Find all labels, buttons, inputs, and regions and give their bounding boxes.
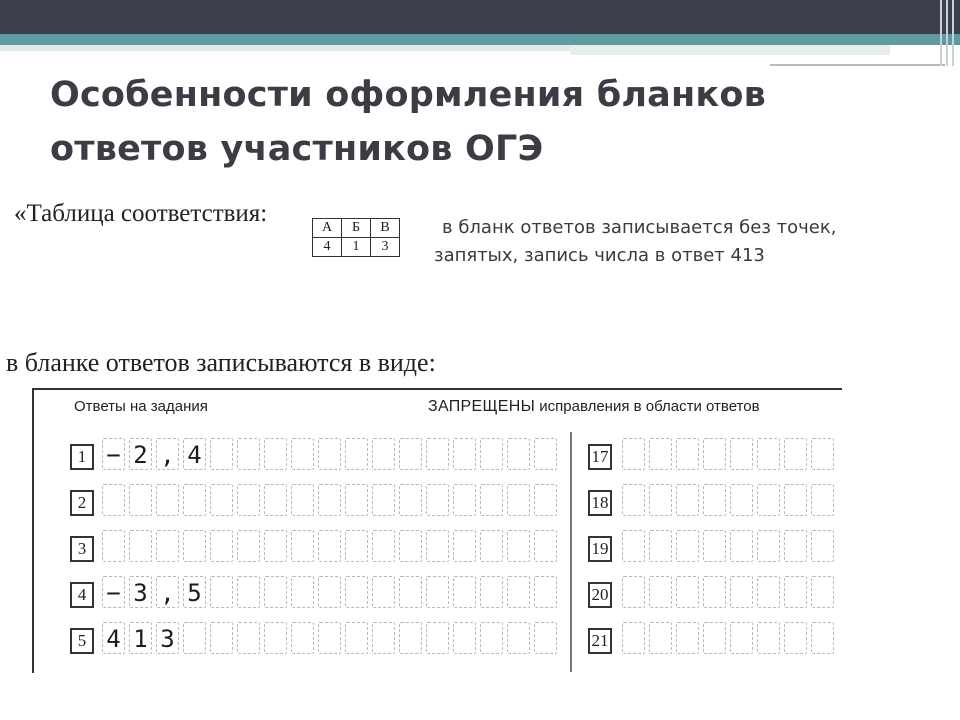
answer-cell[interactable]: [757, 622, 780, 654]
answer-note-line-2: запятых, запись числа в ответ 413: [434, 245, 765, 266]
answer-char: 3: [133, 579, 148, 607]
task-number: 17: [588, 444, 612, 470]
answer-cell[interactable]: [210, 530, 233, 562]
answer-cell[interactable]: [534, 576, 557, 608]
answer-cell[interactable]: [453, 576, 476, 608]
answer-cell[interactable]: [480, 622, 503, 654]
answer-cell[interactable]: [210, 484, 233, 516]
answer-cell[interactable]: [291, 438, 314, 470]
answer-cell[interactable]: [129, 622, 152, 654]
answer-cell[interactable]: [480, 576, 503, 608]
answer-cell[interactable]: [507, 622, 530, 654]
answer-cell[interactable]: [622, 484, 645, 516]
answer-cell[interactable]: [676, 438, 699, 470]
answer-cell[interactable]: [237, 530, 260, 562]
answer-cell[interactable]: [730, 576, 753, 608]
form-caption: в бланке ответов записываются в виде:: [6, 348, 436, 377]
answer-cell[interactable]: [129, 576, 152, 608]
answer-note: [434, 214, 934, 270]
answer-cell[interactable]: [345, 484, 368, 516]
answer-cell[interactable]: [399, 530, 422, 562]
table-value-b: 1: [342, 238, 371, 257]
correspondence-table: [312, 218, 400, 257]
answer-cell[interactable]: [811, 622, 834, 654]
right-decor-line: [770, 64, 945, 66]
answer-cell[interactable]: [649, 622, 672, 654]
answer-cell[interactable]: [426, 576, 449, 608]
answer-cell[interactable]: [784, 484, 807, 516]
task-number: 1: [70, 444, 94, 470]
answer-cell[interactable]: [210, 438, 233, 470]
correspondence-label: «Таблица соответствия:: [14, 200, 268, 227]
answer-cell[interactable]: [649, 530, 672, 562]
answer-cell[interactable]: [399, 484, 422, 516]
answer-char: −: [106, 441, 121, 469]
answer-cell[interactable]: [426, 484, 449, 516]
answer-cell[interactable]: [730, 622, 753, 654]
answer-cell[interactable]: [345, 622, 368, 654]
sheet-header-left: Ответы на задания: [74, 398, 208, 415]
answer-cell[interactable]: [453, 622, 476, 654]
answer-cell[interactable]: [183, 576, 206, 608]
answer-cell[interactable]: [784, 576, 807, 608]
answer-cell[interactable]: [318, 484, 341, 516]
answer-cell[interactable]: [156, 438, 179, 470]
task-number: 21: [588, 628, 612, 654]
top-decor-band: [0, 0, 960, 34]
answer-char: 4: [106, 625, 121, 653]
answer-cell[interactable]: [129, 438, 152, 470]
answer-cell[interactable]: [703, 530, 726, 562]
answer-cell[interactable]: [649, 484, 672, 516]
answer-cell[interactable]: [703, 622, 726, 654]
answer-cell[interactable]: [703, 484, 726, 516]
answer-cell[interactable]: [237, 438, 260, 470]
answer-char: ,: [160, 441, 175, 469]
answer-cell[interactable]: [399, 438, 422, 470]
answer-cell[interactable]: [291, 576, 314, 608]
answer-cell[interactable]: [480, 484, 503, 516]
table-header-b: Б: [342, 219, 371, 238]
table-header-a: А: [313, 219, 342, 238]
sheet-left-rule: [32, 388, 34, 673]
answer-cell[interactable]: [426, 622, 449, 654]
answer-cell[interactable]: [622, 576, 645, 608]
light-decor-band: [0, 45, 570, 51]
answer-cell[interactable]: [102, 438, 125, 470]
teal-decor-band: [0, 34, 960, 45]
answer-cell[interactable]: [622, 622, 645, 654]
answer-cell[interactable]: [318, 576, 341, 608]
answer-note-line-1: в бланк ответов записывается без точек,: [442, 217, 837, 238]
answer-cell[interactable]: [453, 438, 476, 470]
answer-cell[interactable]: [784, 530, 807, 562]
table-value-a: 4: [313, 238, 342, 257]
answer-cell[interactable]: [676, 530, 699, 562]
answer-cell[interactable]: [129, 530, 152, 562]
answer-char: −: [106, 579, 121, 607]
answer-cell[interactable]: [399, 622, 422, 654]
answer-cell[interactable]: [372, 576, 395, 608]
answer-cell[interactable]: [183, 530, 206, 562]
answer-cell[interactable]: [183, 484, 206, 516]
answer-cell[interactable]: [757, 576, 780, 608]
answer-cell[interactable]: [129, 484, 152, 516]
answer-cell[interactable]: [210, 622, 233, 654]
answer-cell[interactable]: [318, 622, 341, 654]
answer-cell[interactable]: [264, 484, 287, 516]
answer-cell[interactable]: [345, 576, 368, 608]
answer-cell[interactable]: [372, 530, 395, 562]
answer-cell[interactable]: [507, 438, 530, 470]
answer-char: 4: [187, 441, 202, 469]
answer-cell[interactable]: [210, 576, 233, 608]
slide-title: [50, 68, 910, 176]
answer-cell[interactable]: [703, 438, 726, 470]
sheet-header-forbidden: ЗАПРЕЩЕНЫ: [428, 398, 536, 415]
answer-cell[interactable]: [453, 484, 476, 516]
answer-char: 2: [133, 441, 148, 469]
task-number: 5: [70, 628, 94, 654]
answer-cell[interactable]: [622, 438, 645, 470]
answer-char: ,: [160, 579, 175, 607]
task-number: 2: [70, 490, 94, 516]
answer-cell[interactable]: [811, 576, 834, 608]
answer-cell[interactable]: [507, 576, 530, 608]
answer-cell[interactable]: [426, 438, 449, 470]
answer-cell[interactable]: [291, 622, 314, 654]
answer-cell[interactable]: [156, 576, 179, 608]
answer-char: 3: [160, 625, 175, 653]
answer-cell[interactable]: [102, 622, 125, 654]
answer-cell[interactable]: [480, 530, 503, 562]
answer-cell[interactable]: [156, 622, 179, 654]
answer-cell[interactable]: [757, 438, 780, 470]
answer-cell[interactable]: [372, 438, 395, 470]
answer-cell[interactable]: [730, 530, 753, 562]
answer-cell[interactable]: [291, 530, 314, 562]
answer-cell[interactable]: [730, 438, 753, 470]
title-line-2: ответов участников ОГЭ: [50, 129, 544, 169]
task-number: 20: [588, 582, 612, 608]
answer-cell[interactable]: [345, 530, 368, 562]
answer-cell[interactable]: [811, 530, 834, 562]
answer-cell[interactable]: [237, 576, 260, 608]
answer-cell[interactable]: [426, 530, 449, 562]
answer-cell[interactable]: [399, 576, 422, 608]
answer-cell[interactable]: [676, 576, 699, 608]
answer-cell[interactable]: [534, 622, 557, 654]
answer-cell[interactable]: [291, 484, 314, 516]
answer-cell[interactable]: [372, 484, 395, 516]
answer-cell[interactable]: [318, 438, 341, 470]
answer-cell[interactable]: [318, 530, 341, 562]
answer-cell[interactable]: [622, 530, 645, 562]
task-number: 3: [70, 536, 94, 562]
answer-cell[interactable]: [757, 530, 780, 562]
answer-cell[interactable]: [264, 530, 287, 562]
answer-cell[interactable]: [507, 484, 530, 516]
sheet-header-rest: исправления в области ответов: [535, 398, 760, 415]
title-line-1: Особенности оформления бланков: [50, 75, 766, 115]
answer-cell[interactable]: [534, 530, 557, 562]
answer-cell[interactable]: [156, 484, 179, 516]
answer-cell[interactable]: [264, 576, 287, 608]
vertical-decor-lines: [936, 0, 960, 66]
answer-cell[interactable]: [534, 484, 557, 516]
answer-char: 1: [133, 625, 148, 653]
answer-cell[interactable]: [507, 530, 530, 562]
answer-cell[interactable]: [649, 438, 672, 470]
answer-cell[interactable]: [811, 484, 834, 516]
answer-cell[interactable]: [730, 484, 753, 516]
answer-cell[interactable]: [102, 484, 125, 516]
answer-cell[interactable]: [264, 438, 287, 470]
answer-cell[interactable]: [676, 484, 699, 516]
answer-cell[interactable]: [534, 438, 557, 470]
answer-cell[interactable]: [102, 530, 125, 562]
answer-cell[interactable]: [811, 438, 834, 470]
task-number: 18: [588, 490, 612, 516]
answer-cell[interactable]: [649, 576, 672, 608]
task-number: 4: [70, 582, 94, 608]
answer-cell[interactable]: [183, 438, 206, 470]
answer-cell[interactable]: [784, 622, 807, 654]
sheet-middle-rule: [570, 432, 572, 672]
answer-cell[interactable]: [264, 622, 287, 654]
answer-cell[interactable]: [237, 484, 260, 516]
sheet-top-rule: [32, 388, 842, 390]
answer-char: 5: [187, 579, 202, 607]
answer-cell[interactable]: [676, 622, 699, 654]
answer-cell[interactable]: [183, 622, 206, 654]
answer-cell[interactable]: [453, 530, 476, 562]
answer-sheet: [32, 388, 842, 673]
answer-cell[interactable]: [372, 622, 395, 654]
table-value-v: 3: [371, 238, 400, 257]
answer-cell[interactable]: [237, 622, 260, 654]
answer-cell[interactable]: [480, 438, 503, 470]
answer-cell[interactable]: [784, 438, 807, 470]
answer-cell[interactable]: [757, 484, 780, 516]
answer-cell[interactable]: [345, 438, 368, 470]
answer-cell[interactable]: [703, 576, 726, 608]
sheet-header-right: [428, 398, 760, 416]
task-number: 19: [588, 536, 612, 562]
answer-cell[interactable]: [102, 576, 125, 608]
table-header-v: В: [371, 219, 400, 238]
answer-cell[interactable]: [156, 530, 179, 562]
right-decor-strip: [570, 45, 890, 55]
